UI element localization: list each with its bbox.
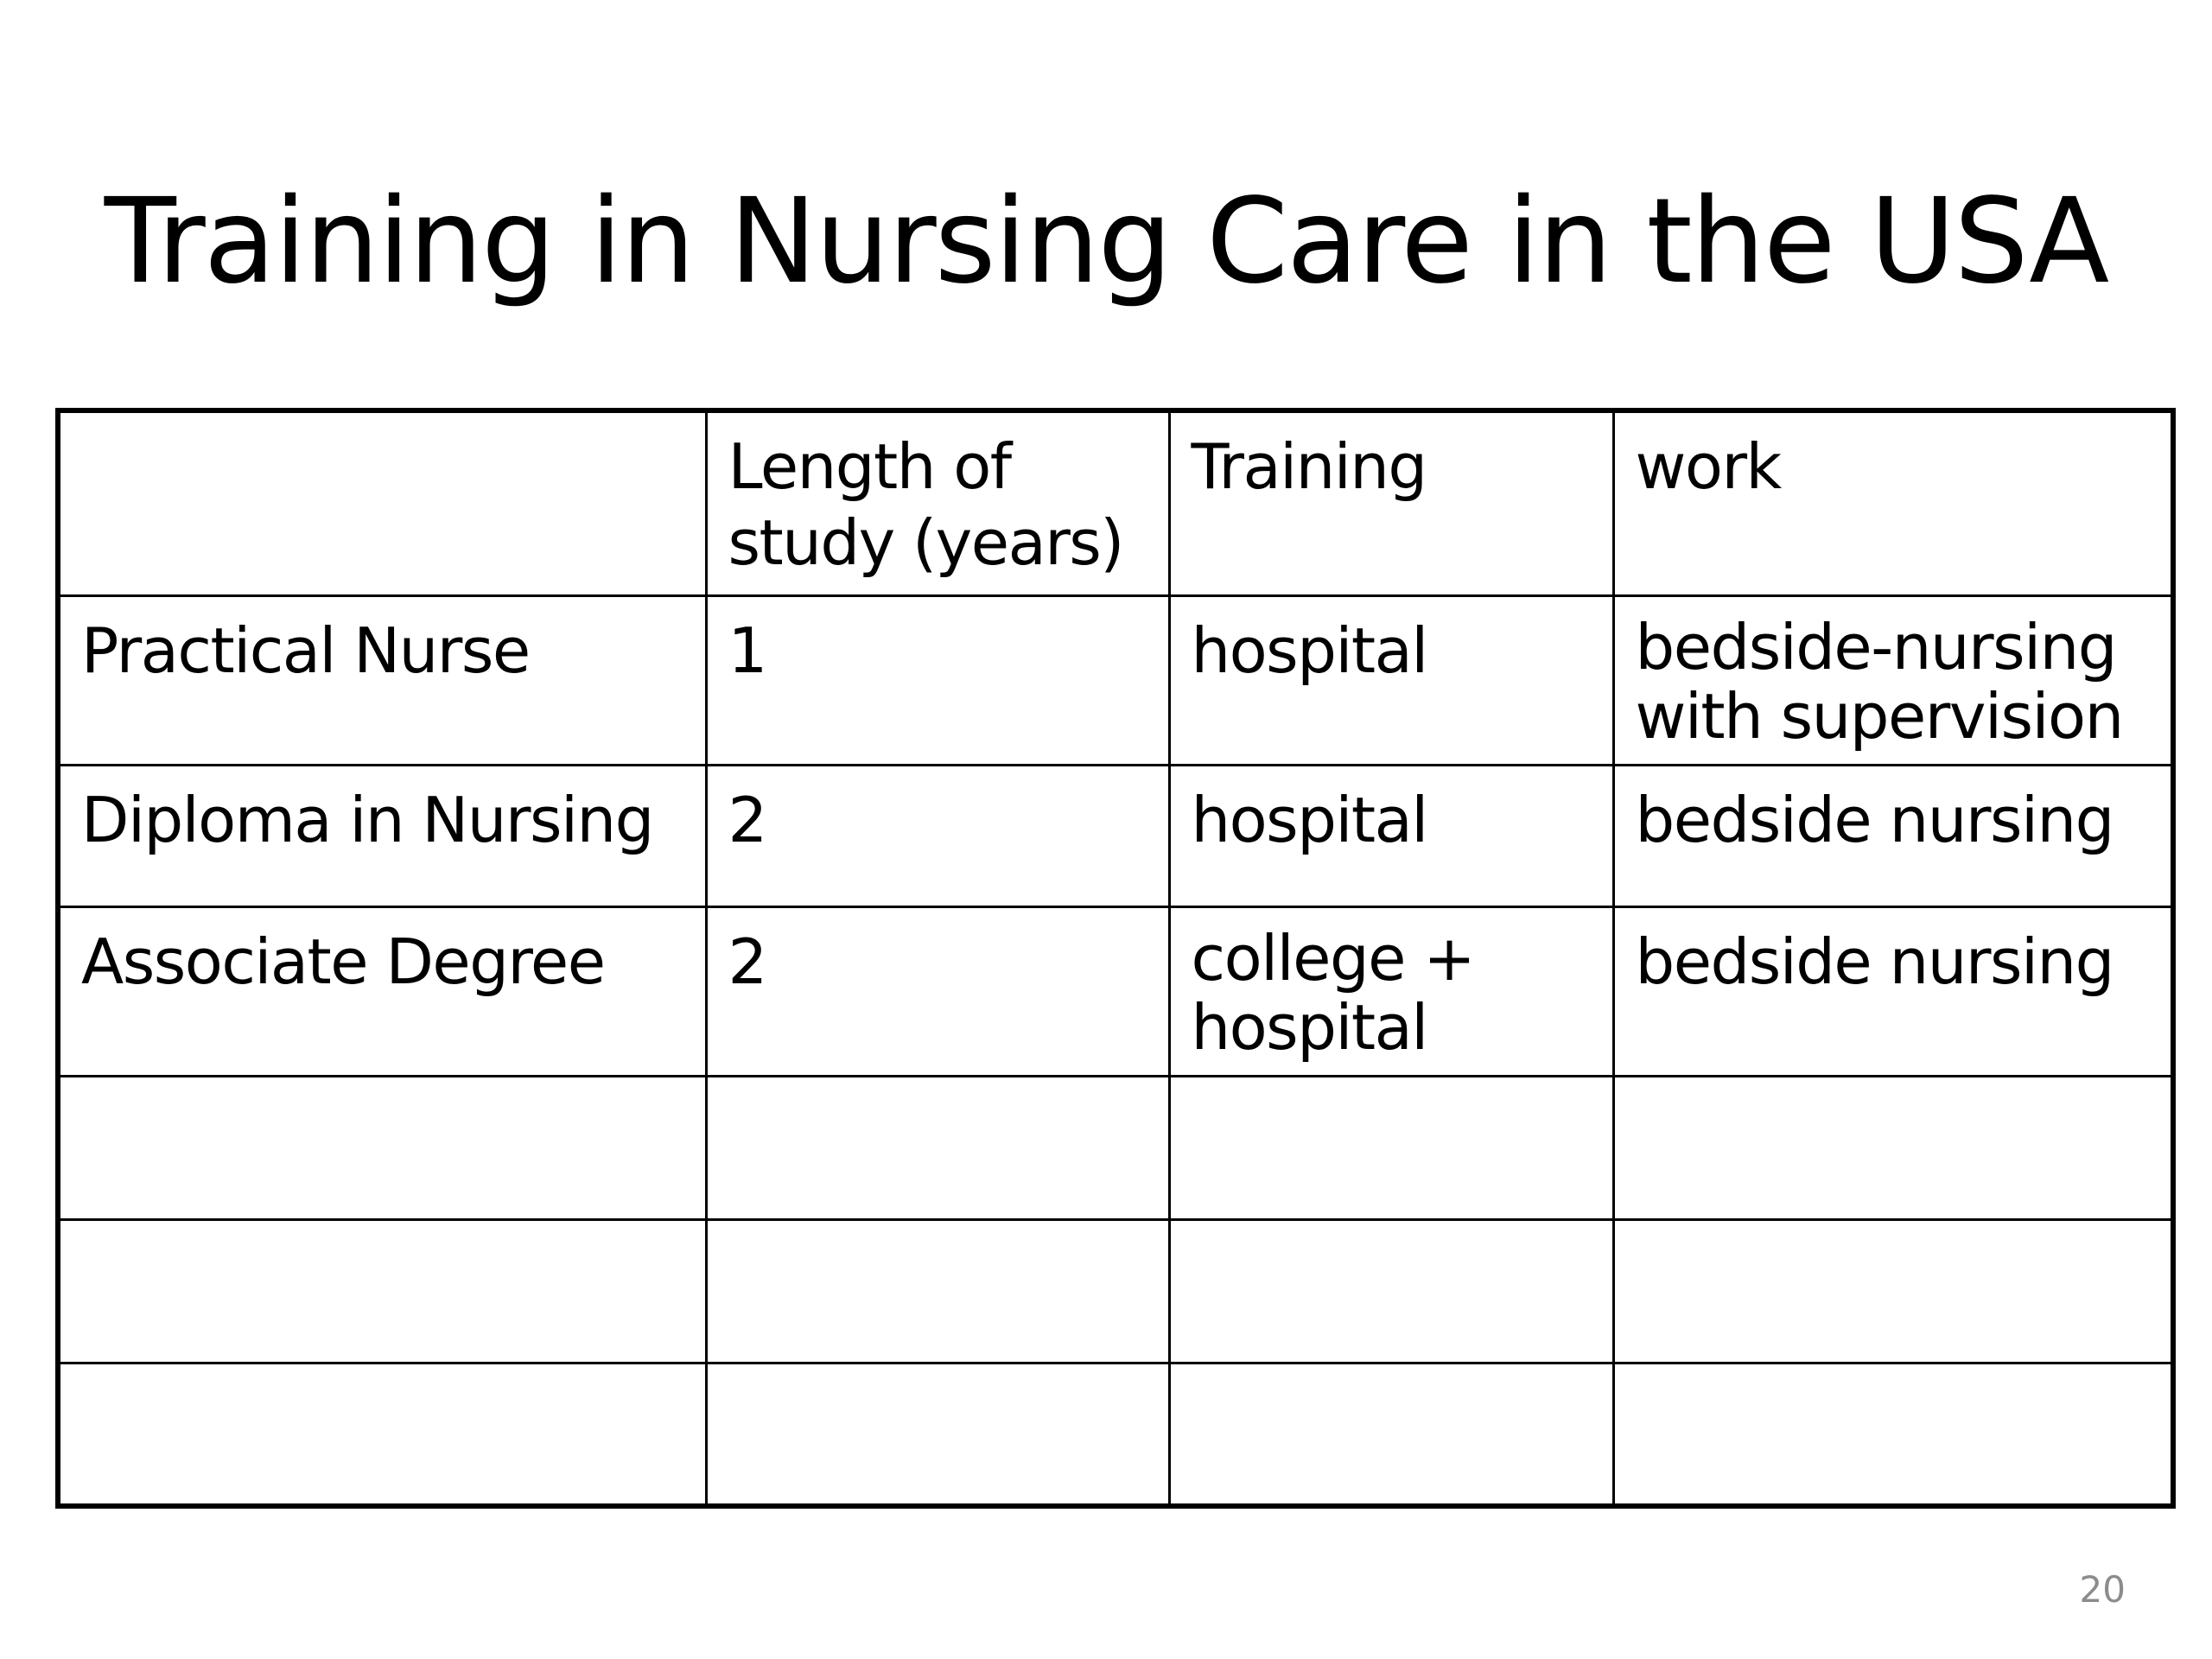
table-cell bbox=[1613, 1219, 2173, 1363]
table-header-cell: Length of study (years) bbox=[706, 410, 1169, 595]
table-row bbox=[58, 765, 2173, 906]
table-cell bbox=[1169, 1219, 1613, 1363]
table-cell: bedside nursing bbox=[1613, 765, 2173, 906]
table-header-cell: Training bbox=[1169, 410, 1613, 595]
table-header-row bbox=[58, 410, 2173, 595]
table-header-cell: work bbox=[1613, 410, 2173, 595]
slide-page-number: 20 bbox=[2079, 1568, 2126, 1611]
table-cell bbox=[1613, 1363, 2173, 1506]
table-cell: college + hospital bbox=[1169, 906, 1613, 1076]
table-cell: 1 bbox=[706, 595, 1169, 765]
table-row bbox=[58, 1219, 2173, 1363]
table-row bbox=[58, 595, 2173, 765]
table-cell: Associate Degree bbox=[58, 906, 706, 1076]
table-cell bbox=[58, 1219, 706, 1363]
table-cell: Practical Nurse bbox=[58, 595, 706, 765]
table-cell bbox=[1169, 1076, 1613, 1219]
table-cell: bedside nursing bbox=[1613, 906, 2173, 1076]
nursing-training-table bbox=[55, 408, 2176, 1509]
table-row bbox=[58, 1076, 2173, 1219]
slide-title: Training in Nursing Care in the USA bbox=[104, 174, 2108, 310]
table-cell bbox=[706, 1219, 1169, 1363]
table-cell: bedside-nursing with supervision bbox=[1613, 595, 2173, 765]
table-cell: hospital bbox=[1169, 595, 1613, 765]
table-cell: Diploma in Nursing bbox=[58, 765, 706, 906]
table-cell bbox=[706, 1363, 1169, 1506]
table-cell bbox=[1169, 1363, 1613, 1506]
table-cell: 2 bbox=[706, 906, 1169, 1076]
table-row bbox=[58, 1363, 2173, 1506]
table-cell: 2 bbox=[706, 765, 1169, 906]
table-row bbox=[58, 906, 2173, 1076]
table-cell bbox=[58, 1076, 706, 1219]
table-header-cell bbox=[58, 410, 706, 595]
table-cell: hospital bbox=[1169, 765, 1613, 906]
table-cell bbox=[58, 1363, 706, 1506]
table-cell bbox=[706, 1076, 1169, 1219]
table-cell bbox=[1613, 1076, 2173, 1219]
